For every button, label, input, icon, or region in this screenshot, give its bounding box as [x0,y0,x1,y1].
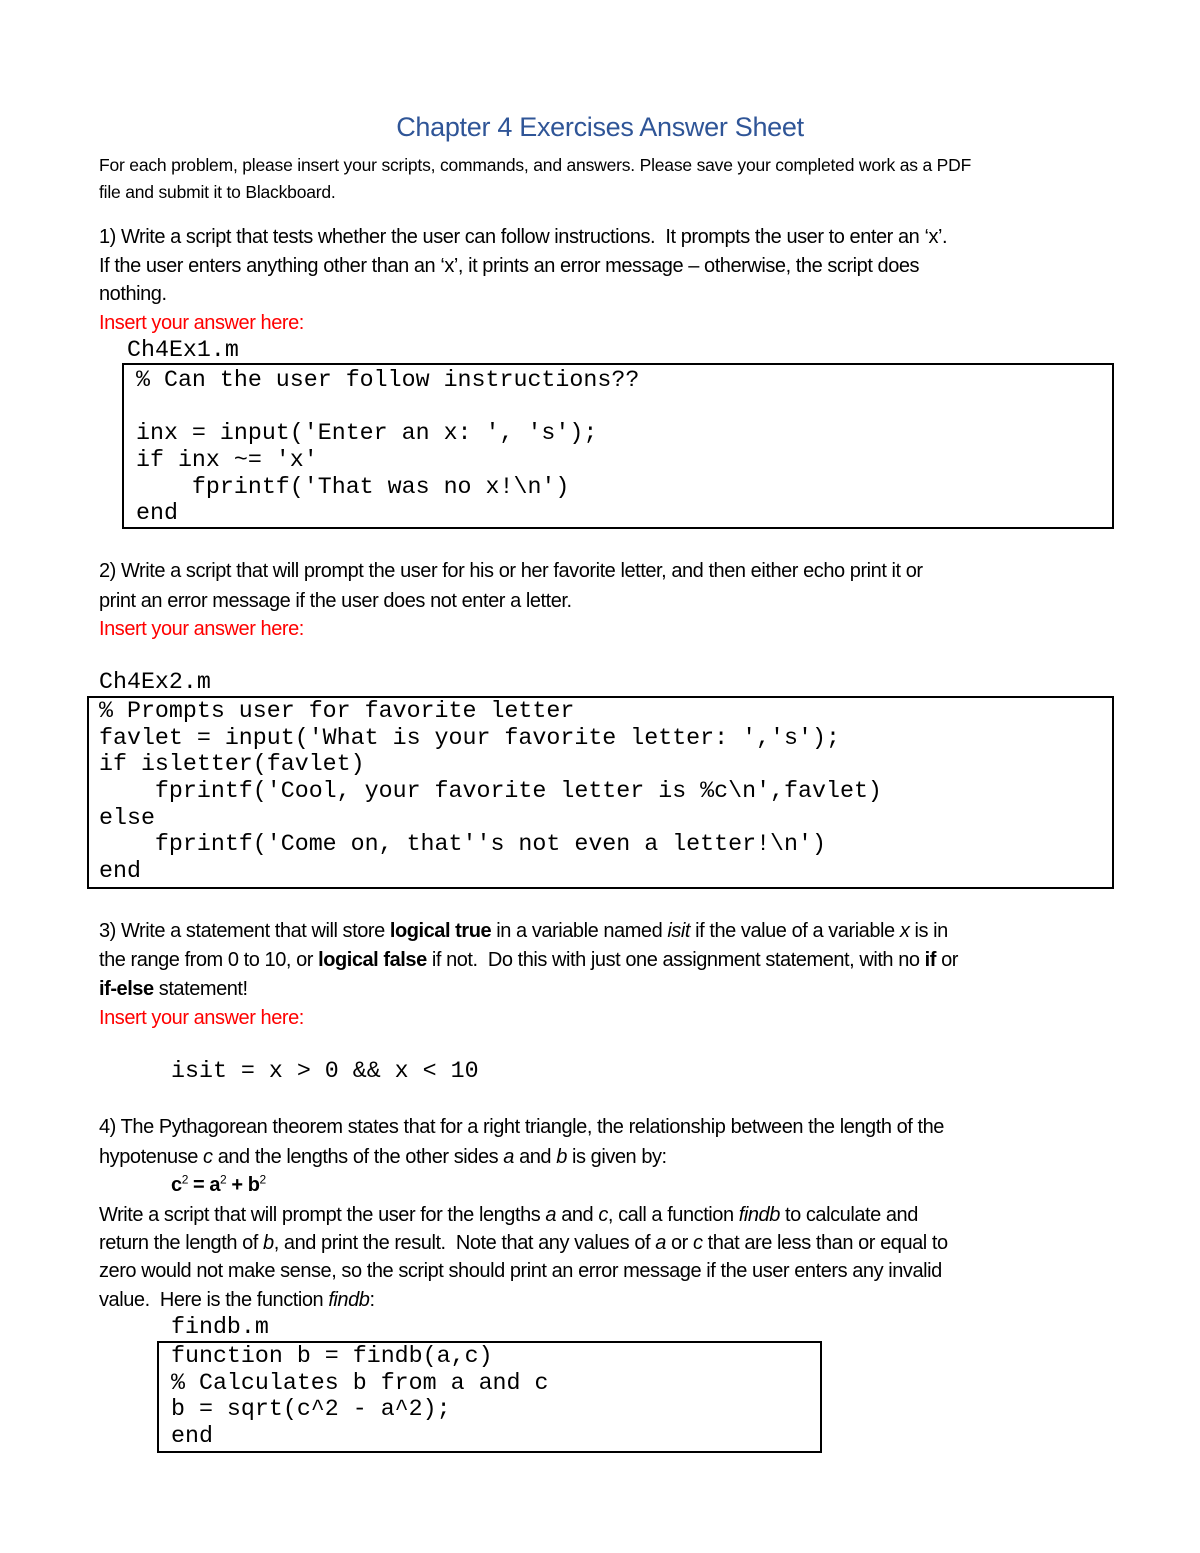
text-segment: zero would not make sense, so the script should print an error message if the user enters any invalid [99,1260,942,1282]
q4-text-line [99,1287,375,1313]
text-segment: c [171,1174,182,1196]
q2-answer-label: Insert your answer here: [99,618,304,640]
code-line: favlet = input('What is your favorite letter: ','s'); [99,724,840,751]
code-line: % Can the user follow instructions?? [136,367,640,393]
q3-answer-label: Insert your answer here: [99,1007,304,1029]
q1-text-line [99,281,167,307]
q3-text-line [99,976,248,1002]
code-line [136,394,639,421]
text-segment: c [693,1232,703,1254]
code-line: end [99,858,141,885]
code-line: if isletter(favlet) [99,751,365,778]
code-line: fprintf('That was no x!\n') [136,473,570,500]
q4-filename: findb.m [171,1314,269,1340]
text-segment: that are less than or equal to [702,1232,948,1254]
text-segment: or [665,1232,693,1254]
code-line: b = sqrt(c^2 - a^2); [171,1396,451,1423]
text-segment: statement! [153,978,248,1000]
text-segment: and [513,1146,557,1168]
text-segment: isit [667,920,691,942]
text-segment: in a variable named [491,920,668,942]
text-segment: 4) The Pythagorean theorem states that for a right triangle, the relationship between the length of the [99,1116,944,1138]
q4-text-line [99,1258,942,1284]
text-segment: c [203,1146,213,1168]
q2-code [99,698,882,885]
text-segment: return the length of [99,1232,263,1254]
q1-text-line [99,253,919,279]
text-segment: is given by: [566,1146,667,1168]
q4-text-line [99,1144,667,1170]
text-segment: to calculate and [779,1204,918,1226]
q1-code [136,367,639,527]
text-segment: logical true [389,920,492,942]
text-segment: the range from 0 to 10, or [99,949,319,971]
code-line: function b = findb(a,c) [171,1343,493,1369]
code-line: if inx ~= 'x' [136,447,318,474]
intro-line: file and submit it to Blackboard. [99,182,336,202]
code-line: else [99,804,155,831]
q2-text-line [99,588,572,614]
text-segment: if-else [99,978,154,1000]
text-segment: a [503,1146,514,1168]
q4-text-line [99,1114,944,1140]
text-segment: findb [328,1289,370,1311]
superscript: 2 [220,1172,227,1187]
text-segment: hypotenuse [99,1146,204,1168]
text-segment: b [263,1232,274,1254]
code-line: end [136,500,178,527]
q4-formula [171,1172,266,1198]
text-segment: findb [738,1204,780,1226]
code-line: inx = input('Enter an x: ', 's'); [136,420,598,447]
text-segment: If the user enters anything other than an ‘x’, it prints an error message – otherwise, the script does [99,255,920,277]
q4-text-line [99,1230,948,1256]
text-segment: if the value of a variable [690,920,900,942]
text-segment: 2) Write a script that will prompt the user for his or her favorite letter, and then either echo print it or [99,560,923,582]
code-line: end [171,1423,213,1450]
text-segment: nothing. [99,283,167,305]
text-segment: , call a function [607,1204,739,1226]
text-segment: b [556,1146,567,1168]
text-segment: logical false [318,949,427,971]
text-segment: is in [909,920,948,942]
text-segment: Write a script that will prompt the user for the lengths [99,1204,546,1226]
q4-text-line [99,1202,918,1228]
intro-line: For each problem, please insert your scripts, commands, and answers. Please save your completed work as a PDF [99,155,972,175]
text-segment: : [369,1289,375,1311]
text-segment: + b [226,1174,260,1196]
code-line: fprintf('Cool, your favorite letter is %c\n',favlet) [99,778,882,805]
text-segment: a [545,1204,557,1226]
text-segment: 1) Write a script that tests whether the user can follow instructions. It prompts the user to enter an ‘x’. [99,226,948,248]
text-segment: print an error message if the user does not enter a letter. [99,590,572,612]
text-segment: and the lengths of the other sides [212,1146,504,1168]
code-line: % Calculates b from a and c [171,1369,549,1396]
text-segment: and [556,1204,599,1226]
text-segment: or [936,949,958,971]
q4-code [171,1343,548,1450]
q3-text-line [99,918,948,944]
text-segment: a [655,1232,666,1254]
superscript: 2 [259,1172,266,1187]
text-segment: x [899,920,910,942]
text-segment: c [598,1204,608,1226]
text-segment: , and print the result. Note that any values of [273,1232,656,1254]
text-segment: 3) Write a statement that will store [99,920,390,942]
code-line: % Prompts user for favorite letter [99,698,575,724]
q1-text-line [99,224,947,250]
text-segment: value. Here is the function [99,1289,329,1311]
text-segment: if not. Do this with just one assignment statement, with no [426,949,925,971]
superscript: 2 [181,1172,188,1187]
q3-answer-code: isit = x > 0 && x < 10 [171,1058,479,1084]
text-segment: if [924,949,936,971]
q2-filename: Ch4Ex2.m [99,669,211,695]
text-segment: = a [187,1174,221,1196]
q1-filename: Ch4Ex1.m [127,337,239,363]
q2-text-line [99,558,923,584]
code-line: fprintf('Come on, that''s not even a letter!\n') [99,831,826,858]
q1-answer-label: Insert your answer here: [99,312,304,334]
q3-text-line [99,947,958,973]
page-title: Chapter 4 Exercises Answer Sheet [396,112,804,142]
